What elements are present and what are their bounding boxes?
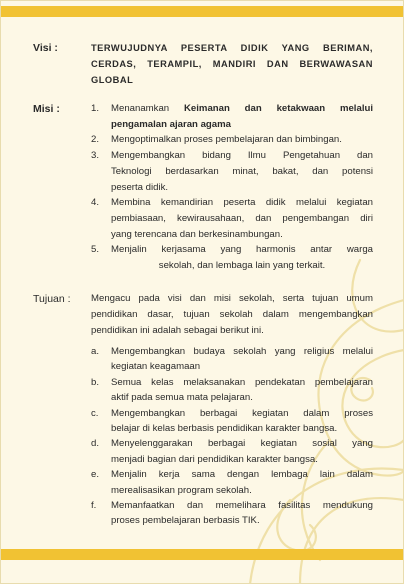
tujuan-line: aktif pada semua mata pelajaran. bbox=[111, 392, 253, 404]
misi-number: 5. bbox=[91, 244, 100, 256]
misi-number: 1. bbox=[91, 103, 100, 114]
misi-item bbox=[91, 132, 373, 148]
tujuan-line: menjadi bagian dari pendidikan karakter bangsa. bbox=[111, 453, 318, 465]
tujuan-line: merealisasikan program sekolah. bbox=[111, 484, 252, 496]
misi-number: 3. bbox=[91, 150, 100, 162]
misi-item bbox=[91, 101, 373, 132]
visi-line: CERDAS, TERAMPIL, MANDIRI DAN BERWAWASAN bbox=[91, 59, 373, 69]
visi-line: TERWUJUDNYA PESERTA DIDIK YANG BERIMAN, bbox=[91, 43, 373, 53]
tujuan-item bbox=[91, 467, 373, 498]
tujuan-letter: e. bbox=[91, 469, 100, 481]
misi-line: Membina kemandirian peserta didik melalui kegiatan bbox=[111, 197, 373, 209]
visi-statement bbox=[91, 40, 373, 88]
tujuan-intro bbox=[91, 291, 373, 338]
tujuan-item bbox=[91, 436, 373, 467]
top-accent-bar bbox=[0, 6, 404, 17]
tujuan-letter: f. bbox=[91, 500, 97, 512]
tujuan-intro-line: pendidikan ini adalah sebagai berikut ini. bbox=[91, 324, 264, 336]
misi-line: Mengembangkan bidang Ilmu Pengetahuan dan bbox=[111, 150, 373, 162]
misi-number: 4. bbox=[91, 197, 100, 209]
tujuan-label: Tujuan : bbox=[33, 293, 71, 305]
misi-line: yang terencana dan berkesinambungan. bbox=[111, 228, 283, 240]
tujuan-letter: c. bbox=[91, 407, 99, 419]
tujuan-line: Menyelenggarakan berbagai kegiatan sosial yang bbox=[111, 438, 373, 450]
misi-line: pengamalan ajaran agama bbox=[111, 118, 231, 130]
tujuan-line: Mengembangkan berbagai kegiatan dalam proses bbox=[111, 407, 373, 419]
misi-item bbox=[91, 148, 373, 195]
tujuan-intro-line: Mengacu pada visi dan misi sekolah, serta tujuan umum bbox=[91, 293, 373, 304]
tujuan-list bbox=[91, 344, 373, 529]
misi-number: 2. bbox=[91, 134, 100, 146]
tujuan-item bbox=[91, 498, 373, 529]
tujuan-line: Mengembangkan budaya sekolah yang religius melalui bbox=[111, 346, 373, 357]
misi-line: Menanamkan Keimanan dan ketakwaan melalui bbox=[111, 103, 374, 114]
visi-line: GLOBAL bbox=[91, 75, 134, 85]
misi-line: sekolah, dan lembaga lain yang terkait. bbox=[158, 260, 326, 272]
tujuan-line: Memanfaatkan dan memelihara fasilitas mendukung bbox=[111, 500, 373, 512]
visi-label: Visi : bbox=[33, 42, 58, 54]
tujuan-letter: a. bbox=[91, 346, 100, 357]
misi-line: pembiasaan, kewirausahaan, dan pengembangan diri bbox=[111, 212, 373, 224]
misi-line: Mengoptimalkan proses pembelajaran dan bimbingan. bbox=[111, 134, 342, 146]
tujuan-item bbox=[91, 406, 373, 437]
misi-line: peserta didik. bbox=[111, 181, 169, 193]
misi-list bbox=[91, 101, 373, 274]
misi-label: Misi : bbox=[33, 103, 60, 115]
tujuan-item bbox=[91, 375, 373, 406]
tujuan-line: kegiatan keagamaan bbox=[111, 361, 201, 373]
tujuan-line: belajar di kelas berbasis pendidikan karakter bangsa. bbox=[111, 423, 338, 435]
tujuan-line: Menjalin kerja sama dengan lembaga lain dalam bbox=[111, 469, 373, 481]
tujuan-intro-line: pendidikan dasar, tujuan sekolah dalam mengembangkan bbox=[91, 308, 373, 320]
tujuan-line: proses pembelajaran berbasis TIK. bbox=[111, 515, 260, 527]
misi-line: Menjalin kerjasama yang harmonis antar warga bbox=[111, 244, 373, 256]
misi-item bbox=[91, 195, 373, 242]
tujuan-item bbox=[91, 344, 373, 375]
misi-item bbox=[91, 242, 373, 273]
bottom-accent-bar bbox=[0, 549, 404, 560]
tujuan-letter: d. bbox=[91, 438, 100, 450]
tujuan-letter: b. bbox=[91, 376, 100, 388]
misi-line: Teknologi berdasarkan minat, bakat, dan potensi bbox=[111, 165, 373, 177]
tujuan-line: Semua kelas melaksanakan pendekatan pembelajaran bbox=[111, 376, 373, 388]
